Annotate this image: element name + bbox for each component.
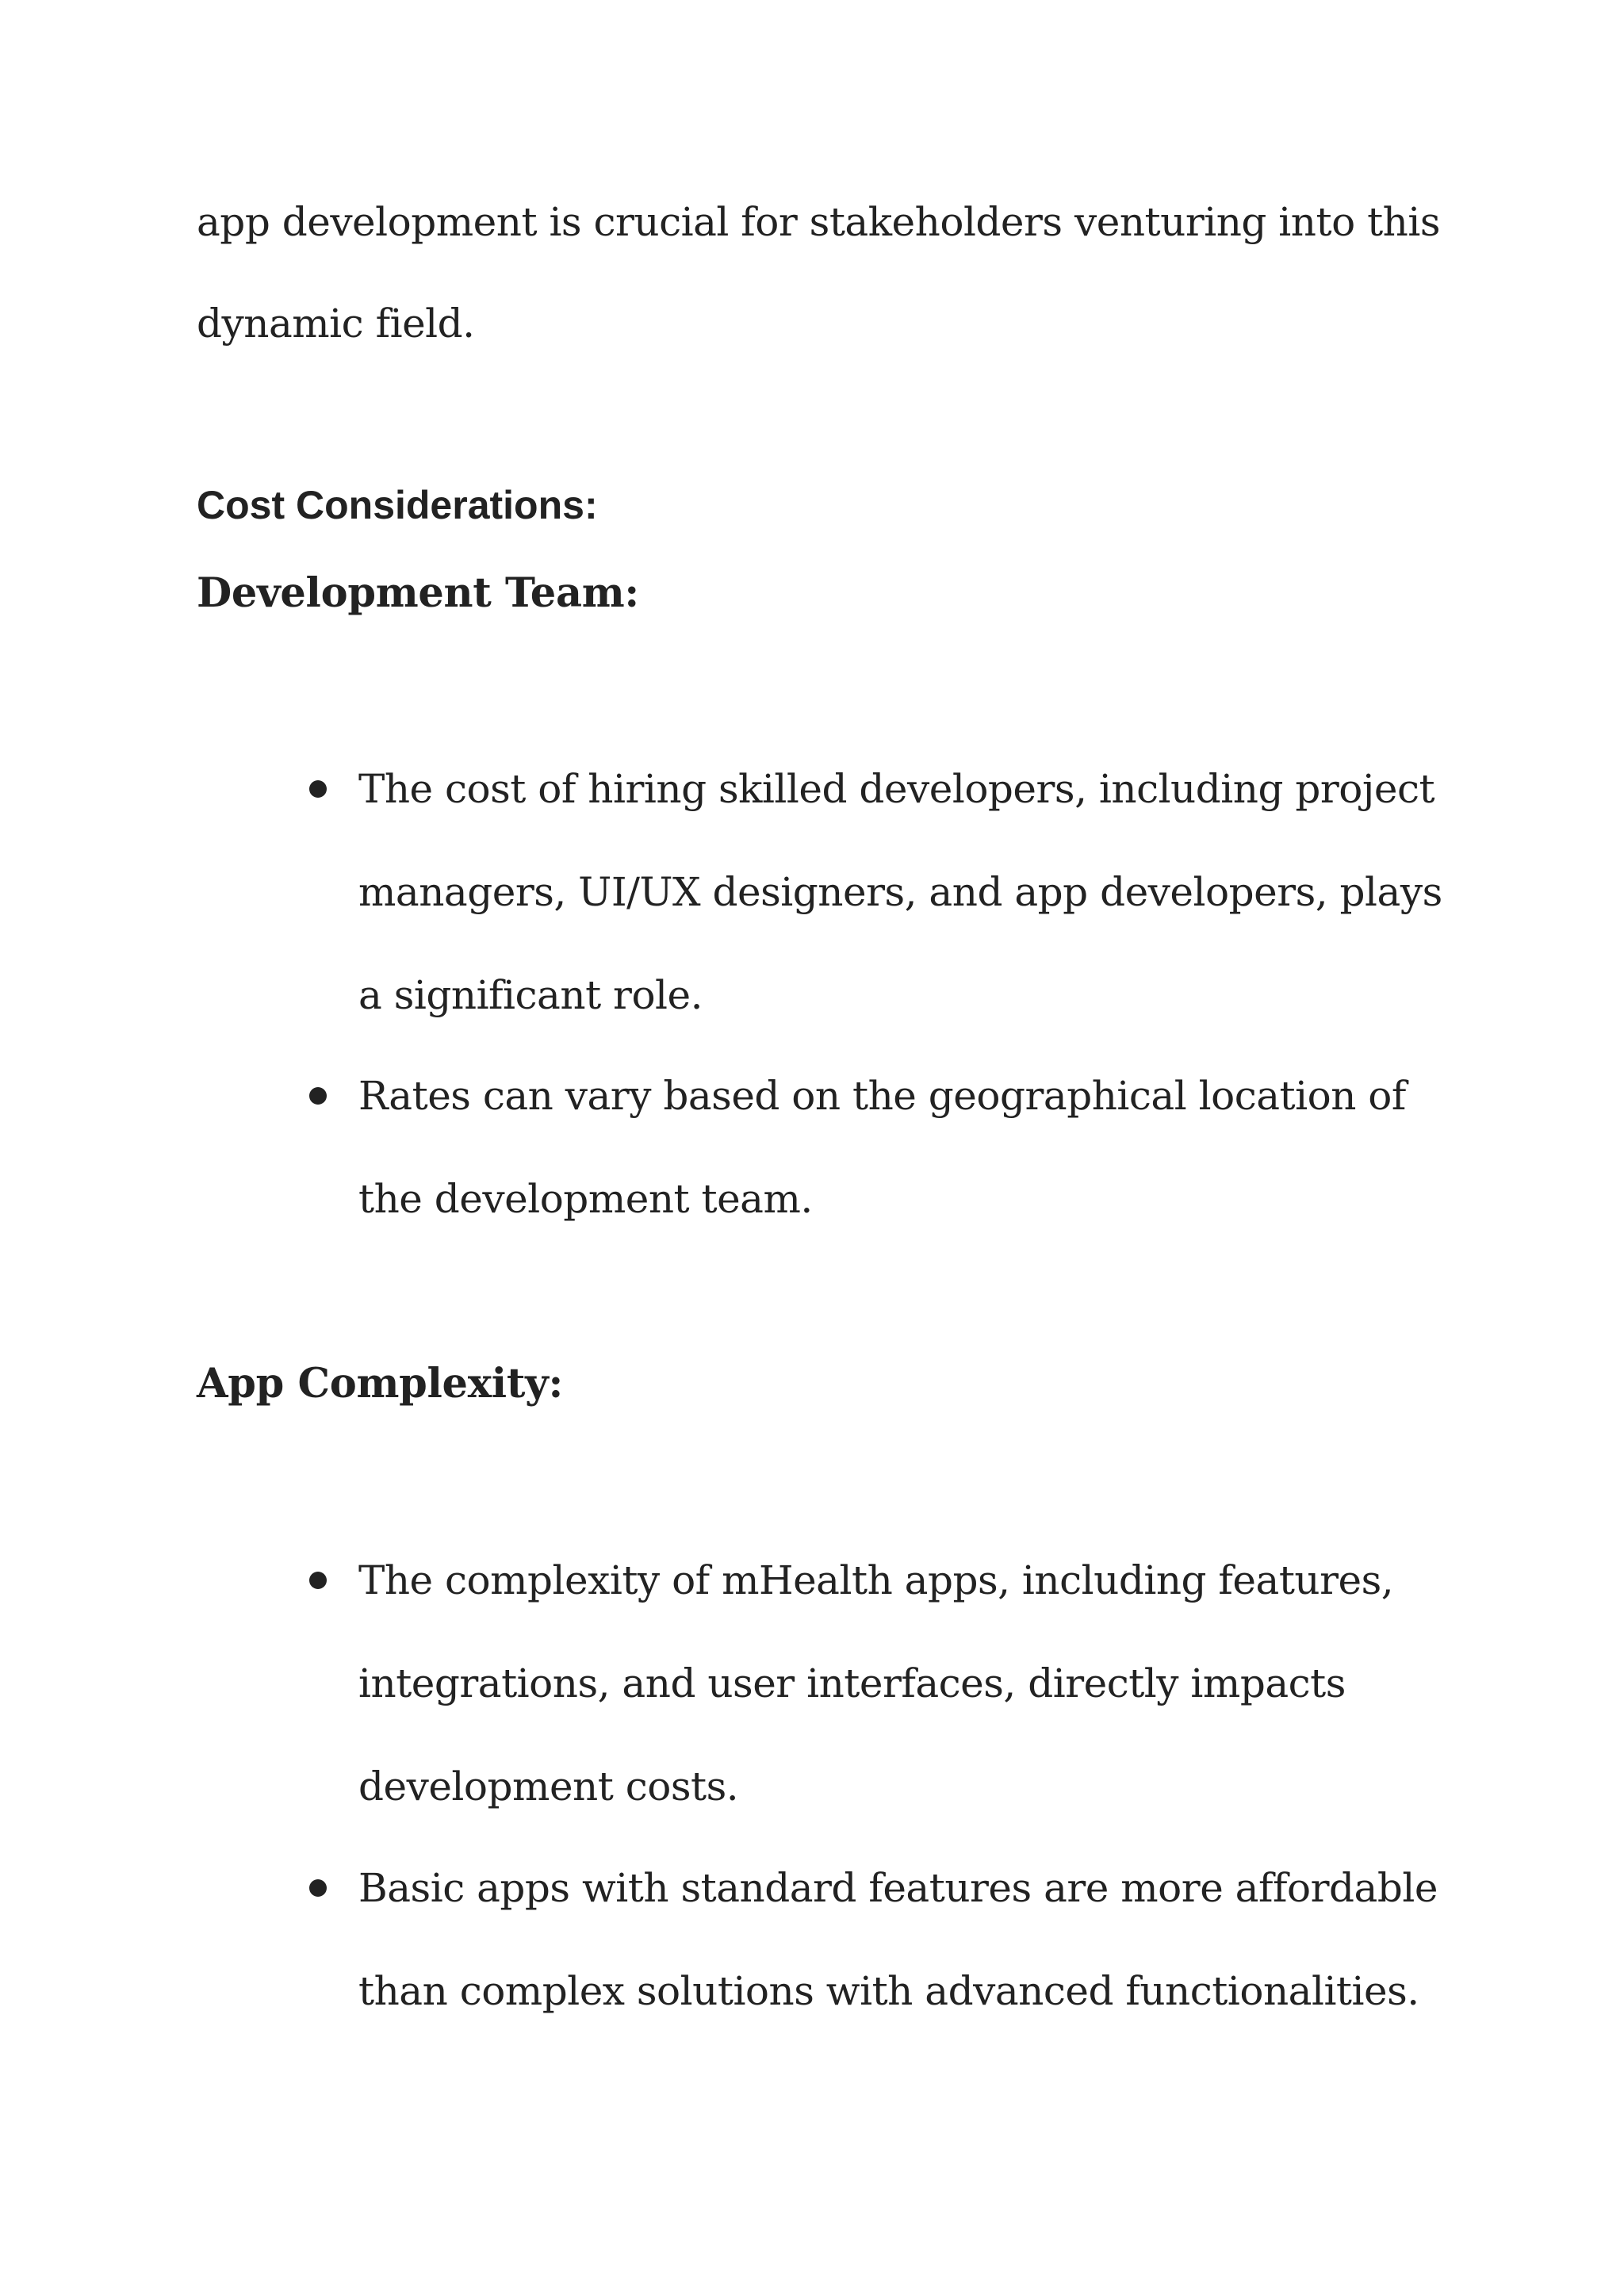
bullet-icon xyxy=(309,1879,327,1897)
intro-line-1: app development is crucial for stakeholders venturing into this xyxy=(197,199,1441,245)
intro-line-2: dynamic field. xyxy=(197,301,475,347)
list-item-text: Rates can vary based on the geographical location of the development team. xyxy=(358,1073,1406,1222)
list-item xyxy=(309,1529,1459,1838)
development-team-heading: Development Team: xyxy=(197,569,639,617)
list-item xyxy=(309,737,1459,1047)
app-complexity-heading: App Complexity: xyxy=(197,1360,563,1407)
bullet-icon xyxy=(309,1087,327,1105)
bullet-icon xyxy=(309,780,327,798)
list-item-text: The complexity of mHealth apps, including features, integrations, and user interfaces, directly impacts development costs. xyxy=(358,1557,1394,1810)
list-item xyxy=(309,1044,1459,1250)
list-item xyxy=(309,1836,1459,2043)
cost-considerations-heading: Cost Considerations: xyxy=(197,483,598,527)
list-item-text: Basic apps with standard features are more affordable than complex solutions with advanced functionalities. xyxy=(358,1865,1438,2014)
bullet-icon xyxy=(309,1572,327,1589)
list-item-text: The cost of hiring skilled developers, including project managers, UI/UX designers, and app developers, plays a significant role. xyxy=(358,766,1442,1018)
